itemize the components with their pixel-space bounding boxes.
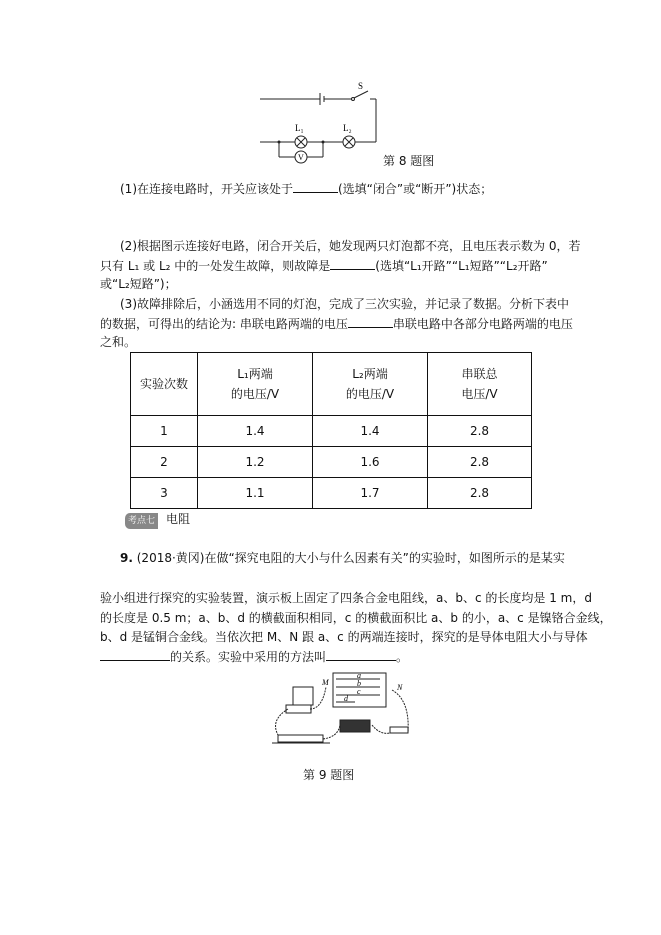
lamp1-label: L₁ [295, 123, 304, 133]
answer-blank[interactable] [330, 257, 375, 270]
answer-blank[interactable] [326, 648, 396, 661]
text: 串联总 [461, 367, 498, 381]
cell: 1 [131, 416, 198, 447]
cell: 2.8 [428, 478, 532, 509]
text: 实验次数 [139, 377, 188, 391]
text: 的关系。实验中采用的方法叫 [170, 650, 327, 664]
experiment-apparatus-fig9 [260, 665, 420, 750]
text: (选填“L₁开路”“L₁短路”“L₂开路” [375, 259, 548, 273]
table-row [131, 416, 532, 447]
cell: 1.1 [198, 478, 313, 509]
text: 串联电路中各部分电路两端的电压 [392, 317, 573, 331]
table-row [131, 447, 532, 478]
question-8-part2-line3: 或“L₂短路”)； [100, 277, 177, 291]
switch-label: S [358, 81, 364, 91]
header-cell [313, 353, 428, 416]
wire-d-label: d [344, 694, 348, 703]
question-8-part2-line1: (2)根据图示连接好电路，闭合开关后，她发现两只灯泡都不亮，且电压表示数为 0，若 [120, 239, 581, 253]
text: 的数据，可得出的结论为: 串联电路两端的电压 [100, 317, 348, 331]
question-9-line3: 的长度是 0.5 m；a、b、d 的横截面积相同，c 的横截面积比 a、b 的小，a、c 是镍铬合金线， [100, 611, 612, 625]
wire-b-label: b [357, 679, 361, 688]
cell: 1.4 [313, 416, 428, 447]
question-8-part3-line3: 之和。 [100, 335, 137, 349]
question-9-line5 [100, 648, 408, 665]
table-header-row [131, 353, 532, 416]
text: 的电压/V [230, 387, 280, 401]
section-heading [125, 511, 190, 529]
text: (选填“闭合”或“断开”)状态； [338, 182, 493, 196]
question-8-part1 [120, 180, 492, 197]
cell: 1.2 [198, 447, 313, 478]
text: 只有 L₁ 或 L₂ 中的一处发生故障，则故障是 [100, 259, 331, 273]
text: L₁两端 [237, 367, 273, 381]
question-8-part3-line1: (3)故障排除后，小涵选用不同的灯泡，完成了三次实验，并记录了数据。分析下表中 [120, 297, 570, 311]
clip-m-label: M [322, 678, 329, 687]
cell: 3 [131, 478, 198, 509]
question-9-line4: b、d 是锰铜合金线。当依次把 M、N 跟 a、c 的两端连接时，探究的是导体电阻大小与导体 [100, 630, 588, 644]
cell: 1.7 [313, 478, 428, 509]
question-8-part2-line2 [100, 257, 548, 274]
wire-c-label: c [357, 687, 361, 696]
text: 在做“探究电阻的大小与什么因素有关”的实验时，如图所示的是某实 [204, 551, 565, 565]
cell: 2.8 [428, 447, 532, 478]
cell: 2.8 [428, 416, 532, 447]
question-9-line2: 验小组进行探究的实验装置，演示板上固定了四条合金电阻线，a、b、c 的长度均是 1 m，d [100, 591, 592, 605]
text: 的电压/V [345, 387, 395, 401]
question-9-line1 [120, 550, 565, 566]
clip-n-label: N [397, 683, 403, 692]
wire-a-label: a [357, 671, 361, 680]
lamp2-label: L₂ [343, 123, 352, 133]
answer-blank[interactable] [100, 648, 170, 661]
text: 电压/V [461, 387, 498, 401]
fig9-caption: 第 9 题图 [303, 768, 355, 782]
answer-blank[interactable] [293, 180, 338, 193]
cell: 1.6 [313, 447, 428, 478]
text: L₂两端 [352, 367, 388, 381]
header-cell [131, 353, 198, 416]
answer-blank[interactable] [348, 315, 393, 328]
data-table [130, 352, 532, 509]
fig8-caption: 第 8 题图 [383, 154, 435, 168]
table-row [131, 478, 532, 509]
text: (2018·黄冈) [136, 551, 205, 565]
text: 。 [396, 650, 409, 664]
cell: 1.4 [198, 416, 313, 447]
section-title: 电阻 [166, 512, 191, 526]
section-tag: 考点七 [125, 513, 158, 529]
text: (1)在连接电路时，开关应该处于 [120, 182, 293, 196]
question-number: 9. [120, 551, 133, 565]
header-cell [428, 353, 532, 416]
voltmeter-label: V [298, 153, 304, 162]
circuit-diagram-fig8 [255, 75, 390, 165]
header-cell [198, 353, 313, 416]
cell: 2 [131, 447, 198, 478]
question-8-part3-line2 [100, 315, 573, 332]
